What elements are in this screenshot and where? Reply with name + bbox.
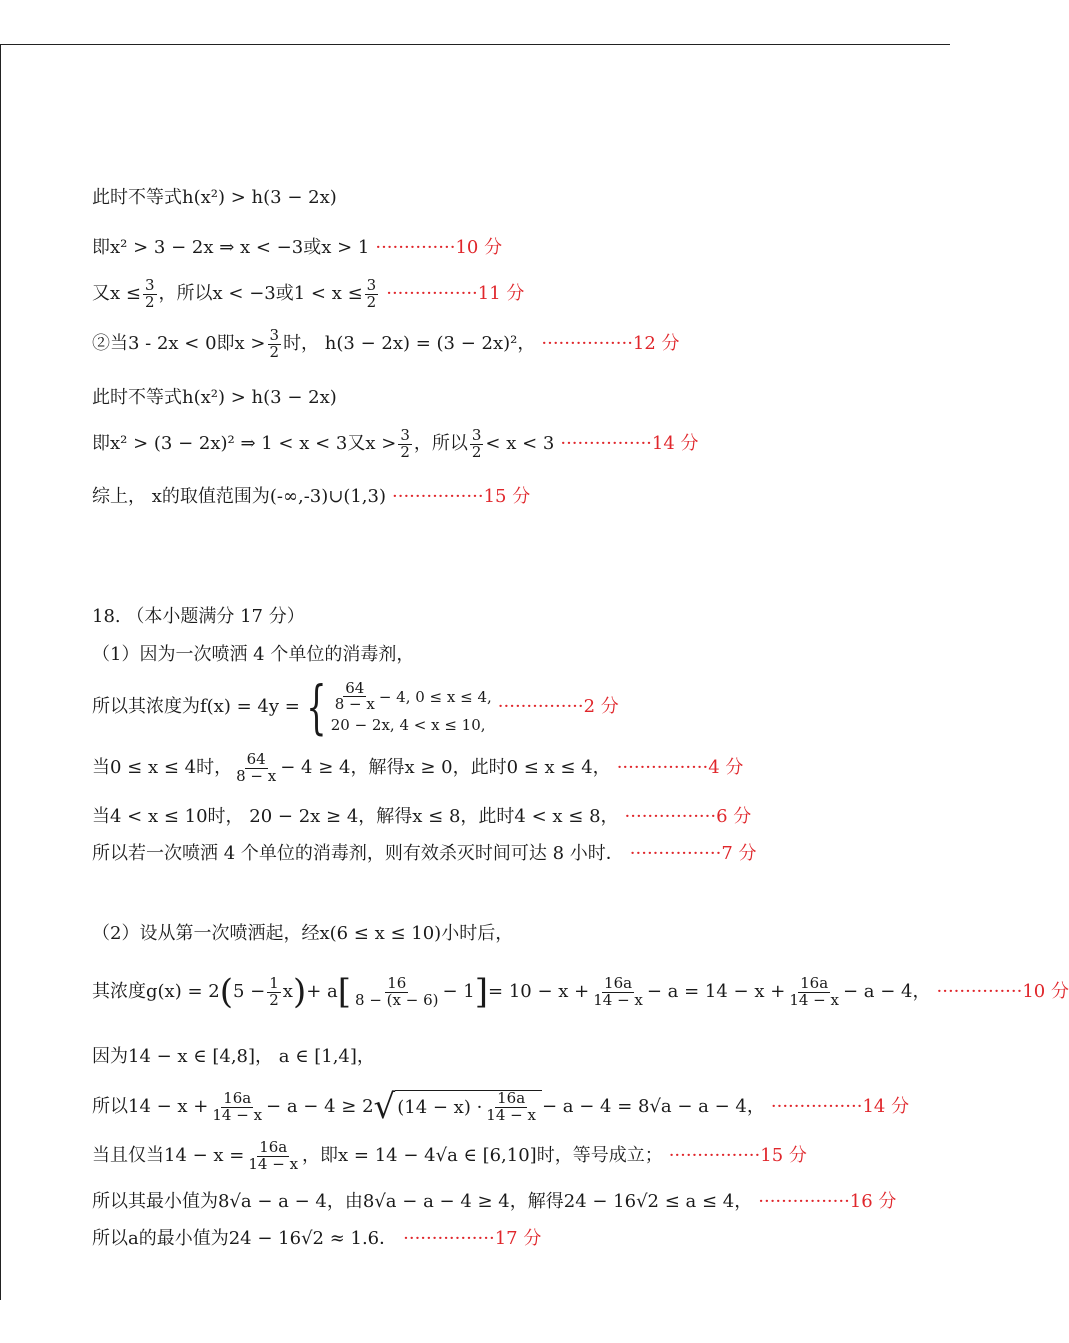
score-marker: ················16 分 — [758, 1191, 897, 1212]
score-marker: ················4 分 — [616, 757, 744, 779]
case-text: − 4, 0 ≤ x ≤ 4, — [378, 687, 492, 706]
line-text: 当4 < x ≤ 10时， 20 − 2x ≥ 4，解得x ≤ 8，此时4 < x ≤ 8， — [92, 806, 619, 827]
line-text: ，所以x < −3或1 < x ≤ — [158, 283, 363, 305]
fraction — [591, 973, 645, 1009]
denominator: 2 — [366, 292, 377, 311]
score-marker: ················14 分 — [770, 1096, 910, 1118]
solution-line — [92, 673, 619, 741]
fraction — [234, 752, 278, 785]
line-text: − a − 4 = 8√a − a − 4， — [541, 1096, 765, 1118]
left-brace: { — [306, 673, 327, 741]
line-text: ，即x = 14 − 4√a ∈ [6,10]时，等号成立； — [302, 1145, 663, 1167]
denominator: 14 − x — [789, 990, 839, 1009]
cases — [330, 678, 492, 734]
numerator: 16a — [800, 973, 829, 992]
fraction — [470, 428, 484, 461]
score-marker: ················15 分 — [392, 486, 531, 507]
solution-line — [92, 328, 680, 361]
line-text: = 10 − x + — [488, 981, 590, 1003]
numerator: 64 — [246, 750, 266, 768]
fraction — [484, 1091, 538, 1124]
score-marker: ················11 分 — [386, 283, 525, 305]
solution-line — [92, 752, 743, 785]
line-text: 即x² > (3 − 2x)² ⇒ 1 < x < 3又x > — [92, 433, 397, 455]
solution-line — [92, 972, 1069, 1012]
line-text: 所以14 − x + — [92, 1096, 209, 1118]
radicand — [395, 1090, 542, 1124]
solution-line — [92, 188, 337, 208]
line-text: 所以其最小值为8√a − a − 4，由8√a − a − 4 ≥ 4，解得24 − 16√2 ≤ a ≤ 4， — [92, 1191, 753, 1212]
line-text: 其浓度g(x) = 2 — [92, 981, 220, 1003]
line-text: x — [282, 981, 293, 1003]
line-text: 又x ≤ — [92, 283, 141, 305]
fraction — [210, 1088, 264, 1124]
numerator: 1 — [269, 973, 279, 992]
line-text: ，所以 — [413, 433, 468, 455]
numerator: 64 — [345, 678, 365, 697]
score-marker: ··············10 分 — [375, 237, 503, 258]
fraction — [365, 278, 379, 311]
numerator: 3 — [269, 326, 280, 344]
solution-line — [92, 807, 751, 827]
fraction — [398, 428, 412, 461]
fraction — [787, 973, 841, 1009]
fraction — [353, 973, 440, 1009]
fraction — [268, 328, 282, 361]
line-text: − a = 14 − x + — [646, 981, 786, 1003]
line-text: （2）设从第一次喷洒起，经x(6 ≤ x ≤ 10)小时后， — [92, 923, 514, 944]
score-marker: ···············2 分 — [497, 696, 619, 718]
line-text: − 1 — [442, 981, 475, 1003]
square-root — [373, 1087, 542, 1127]
line-text: − a − 4， — [842, 981, 931, 1003]
page-border-top — [0, 44, 950, 45]
solution-line — [92, 645, 414, 665]
numerator: 16a — [223, 1088, 252, 1107]
line-text: < x < 3 — [485, 433, 555, 455]
line-text: 当且仅当14 − x = — [92, 1145, 245, 1167]
question-title — [92, 607, 305, 627]
denominator: 2 — [269, 342, 280, 361]
case-row — [331, 678, 492, 714]
denominator: 2 — [269, 990, 279, 1009]
solution-line — [92, 1140, 807, 1173]
line-text: 此时不等式h(x²) > h(3 − 2x) — [92, 187, 337, 208]
denominator: 8 − x — [334, 695, 375, 714]
line-text: 此时不等式h(x²) > h(3 − 2x) — [92, 387, 337, 408]
line-text: − a − 4 ≥ 2 — [266, 1096, 374, 1118]
denominator: 14 − x — [486, 1106, 536, 1124]
solution-line — [92, 1087, 910, 1127]
line-text: (14 − x) · — [397, 1096, 483, 1118]
line-text: 综上， x的取值范围为(-∞,-3)∪(1,3) — [92, 486, 387, 507]
score-marker: ················6 分 — [624, 806, 752, 827]
solution-line — [92, 1229, 541, 1249]
fraction — [143, 278, 157, 311]
score-marker: ················14 分 — [560, 433, 699, 455]
solution-line — [92, 388, 337, 408]
line-text: 所以其浓度为f(x) = 4y = — [92, 696, 300, 718]
case-row — [331, 717, 492, 734]
denominator: 2 — [144, 292, 155, 311]
denominator: 2 — [400, 442, 410, 461]
fraction — [246, 1140, 300, 1173]
score-marker: ···············10 分 — [936, 981, 1069, 1003]
denominator: 14 − x — [593, 990, 643, 1009]
line-text: 即x² > 3 − 2x ⇒ x < −3或x > 1 — [92, 237, 370, 258]
score-marker: ················15 分 — [668, 1145, 807, 1167]
solution-line — [92, 238, 502, 258]
numerator: 3 — [400, 426, 410, 444]
denominator: 14 − x — [212, 1105, 263, 1124]
solution-line — [92, 487, 530, 507]
line-text: 所以a的最小值为24 − 16√2 ≈ 1.6． — [92, 1228, 398, 1249]
page-border-left — [0, 44, 1, 1300]
numerator: 16a — [259, 1138, 288, 1156]
line-text: + a — [306, 981, 338, 1003]
score-marker: ················7 分 — [629, 843, 757, 864]
denominator: 8 − (x − 6) — [355, 990, 439, 1009]
solution-line — [92, 428, 699, 461]
line-text: 5 − — [232, 981, 266, 1003]
line-text: − 4 ≥ 4，解得x ≥ 0，此时0 ≤ x ≤ 4， — [280, 757, 611, 779]
line-text: 所以若一次喷洒 4 个单位的消毒剂，则有效杀灭时间可达 8 小时． — [92, 843, 624, 864]
solution-line — [92, 1047, 375, 1067]
fraction — [333, 678, 377, 714]
solution-line — [92, 1192, 896, 1212]
bracket: ( — [219, 972, 233, 1012]
bracket: [ — [337, 972, 352, 1012]
score-marker: ················17 分 — [403, 1228, 542, 1249]
bracket: ) — [292, 972, 307, 1012]
solution-line — [92, 844, 757, 864]
denominator: 8 − x — [236, 766, 277, 785]
denominator: 2 — [471, 442, 482, 461]
line-text: 时， h(3 − 2x) = (3 − 2x)²， — [283, 333, 536, 355]
line-text: 当0 ≤ x ≤ 4时， — [92, 757, 233, 779]
line-text: （1）因为一次喷洒 4 个单位的消毒剂， — [92, 644, 415, 665]
radical-sign: √ — [373, 1087, 396, 1127]
numerator: 16a — [604, 973, 633, 992]
numerator: 3 — [144, 276, 155, 294]
solution-line — [92, 924, 513, 944]
solution-line — [92, 278, 524, 311]
score-marker: ················12 分 — [541, 333, 680, 355]
case-text: 20 − 2x, 4 < x ≤ 10, — [330, 716, 486, 734]
bracket: ] — [474, 972, 489, 1012]
fraction — [267, 973, 281, 1009]
piecewise-function — [300, 673, 492, 741]
line-text: ②当3 - 2x < 0即x > — [92, 333, 266, 355]
line-text: 18. （本小题满分 17 分） — [92, 606, 305, 627]
numerator: 3 — [471, 426, 482, 444]
denominator: 14 − x — [248, 1154, 299, 1173]
line-text: 因为14 − x ∈ [4,8]， a ∈ [1,4]， — [92, 1046, 375, 1067]
numerator: 16a — [497, 1089, 526, 1108]
numerator: 3 — [366, 276, 377, 294]
numerator: 16 — [387, 973, 407, 992]
